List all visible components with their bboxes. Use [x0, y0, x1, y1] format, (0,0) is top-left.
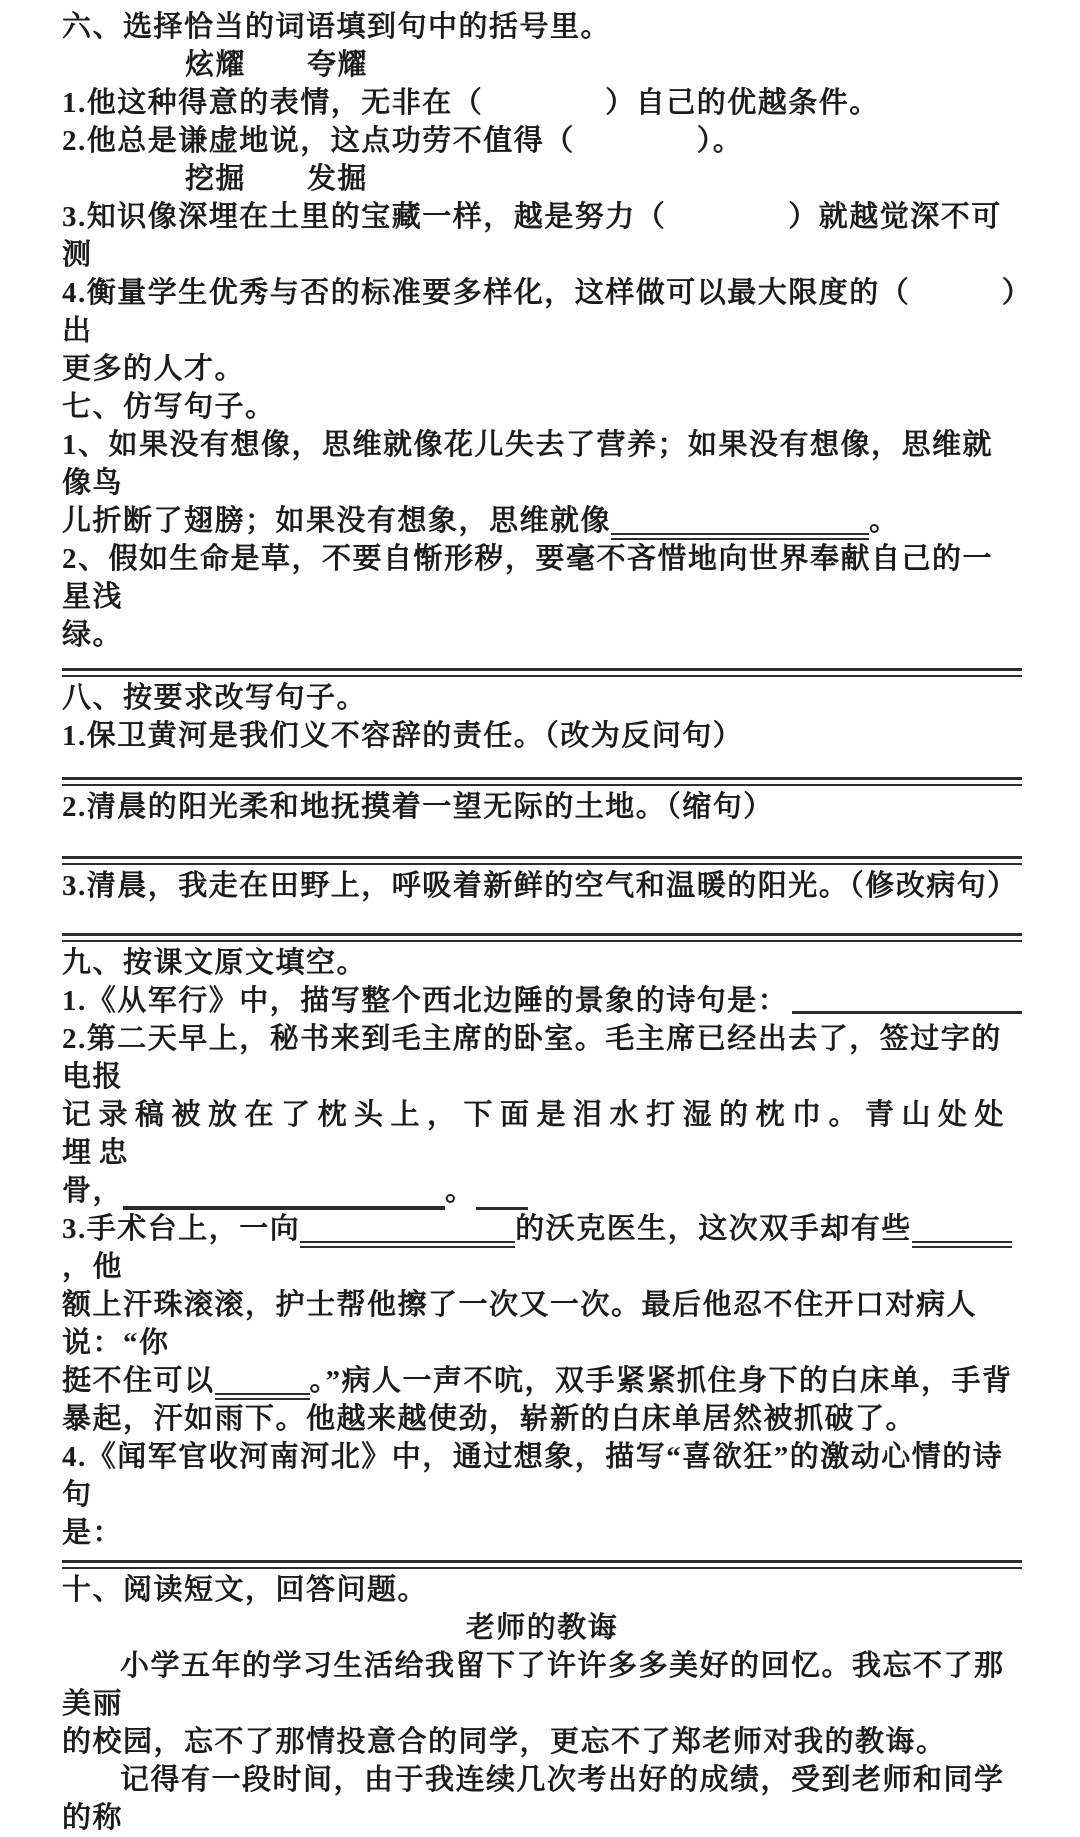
- essay-para1-line1: 小学五年的学习生活给我留下了许许多多美好的回忆。我忘不了那美丽: [62, 1650, 1005, 1720]
- fill-blank: [123, 1176, 445, 1210]
- fill-blank: [912, 1214, 1012, 1248]
- q9-item3-line1-a: 3.手术台上，一向: [62, 1213, 301, 1245]
- q6-item4-line1: 4.衡量学生优秀与否的标准要多样化，这样做可以最大限度的（ ）出: [62, 277, 1018, 347]
- fill-blank: [792, 982, 1022, 1014]
- essay-para2-line1: 记得有一段时间，由于我连续几次考出好的成绩，受到老师和同学的称: [62, 1764, 1005, 1834]
- q8-item3: 3.清晨，我走在田野上，呼吸着新鲜的空气和温暖的阳光。（修改病句）: [62, 870, 1018, 902]
- answer-rule: [62, 777, 1022, 786]
- q9-item2-line2: 记录稿被放在了枕头上，下面是泪水打湿的枕巾。青山处处埋忠: [62, 1099, 1012, 1169]
- word-choice-pair-2: 挖掘 发掘: [185, 163, 369, 195]
- q6-item2: 2.他总是谦虚地说，这点功劳不值得（ ）。: [62, 125, 744, 157]
- q9-item2-line3-text: 骨，: [62, 1175, 124, 1207]
- q9-item3-line1: [62, 1210, 1022, 1286]
- q6-item3: 3.知识像深埋在土里的宝藏一样，越是努力（ ）就越觉深不可测: [62, 201, 1002, 271]
- q9-item3-line1-c: ，他: [62, 1251, 124, 1283]
- q9-item1: [62, 982, 1022, 1020]
- q7-item1-line2-text: 儿折断了翅膀；如果没有想象，思维就像: [62, 505, 612, 537]
- answer-rule: [62, 856, 1022, 865]
- q9-item2-line3: [62, 1172, 1022, 1210]
- section6-heading: 六、选择恰当的词语填到句中的括号里。: [62, 11, 612, 43]
- fill-blank: [476, 1177, 528, 1210]
- q8-item2: 2.清晨的阳光柔和地抚摸着一望无际的土地。（缩句）: [62, 791, 774, 823]
- q9-item2-line1: 2.第二天早上，秘书来到毛主席的卧室。毛主席已经出去了，签过字的电报: [62, 1023, 1002, 1093]
- q7-item1-line1: 1、如果没有想像，思维就像花儿失去了营养；如果没有想像，思维就像鸟: [62, 429, 994, 499]
- q9-item3-line3-pre: 挺不住可以: [62, 1365, 215, 1397]
- essay-title: 老师的教诲: [465, 1612, 619, 1644]
- q7-item1-line2-period: 。: [869, 505, 900, 537]
- section7-heading: 七、仿写句子。: [62, 391, 276, 423]
- section9-heading: 九、按课文原文填空。: [62, 947, 368, 979]
- q8-item1: 1.保卫黄河是我们义不容辞的责任。（改为反问句）: [62, 720, 744, 752]
- fill-blank: [611, 506, 869, 540]
- section8-heading: 八、按要求改写句子。: [62, 682, 368, 714]
- section10-heading: 十、阅读短文，回答问题。: [62, 1574, 429, 1606]
- fill-blank: [300, 1214, 515, 1248]
- fill-blank: [215, 1366, 310, 1400]
- q9-item4-line2: 是：: [62, 1517, 124, 1549]
- q9-item3-line3-post: 。”病人一声不吭，双手紧紧抓住身下的白床单，手背: [309, 1365, 1013, 1397]
- q9-item1-text: 1.《从军行》中，描写整个西北边陲的景象的诗句是：: [62, 985, 789, 1017]
- q9-item3-line3: [62, 1362, 1022, 1400]
- answer-rule: [62, 1560, 1022, 1569]
- q9-item2-line3-period: 。: [445, 1175, 476, 1207]
- word-choice-pair-1: 炫耀 夸耀: [185, 49, 369, 81]
- essay-para1-line2: 的校园，忘不了那情投意合的同学，更忘不了郑老师对我的教诲。: [62, 1726, 947, 1758]
- q6-item1: 1.他这种得意的表情，无非在（ ）自己的优越条件。: [62, 87, 880, 119]
- q9-item3-line1-b: 的沃克医生，这次双手却有些: [515, 1213, 912, 1245]
- q6-item4-line2: 更多的人才。: [62, 353, 246, 385]
- q7-item1-line2: [62, 502, 1022, 540]
- answer-rule: [62, 668, 1022, 677]
- answer-rule: [62, 933, 1022, 942]
- q9-item4-line1: 4.《闻军官收河南河北》中，通过想象，描写“喜欲狂”的激动心情的诗句: [62, 1441, 1004, 1511]
- q9-item3-line4: 暴起，汗如雨下。他越来越使劲，崭新的白床单居然被抓破了。: [62, 1403, 917, 1435]
- q7-item2-line1: 2、假如生命是草，不要自惭形秽，要毫不吝惜地向世界奉献自己的一星浅: [62, 543, 994, 613]
- q7-item2-line2: 绿。: [62, 619, 124, 651]
- q9-item3-line2: 额上汗珠滚滚，护士帮他擦了一次又一次。最后他忍不住开口对病人说：“你: [62, 1289, 978, 1359]
